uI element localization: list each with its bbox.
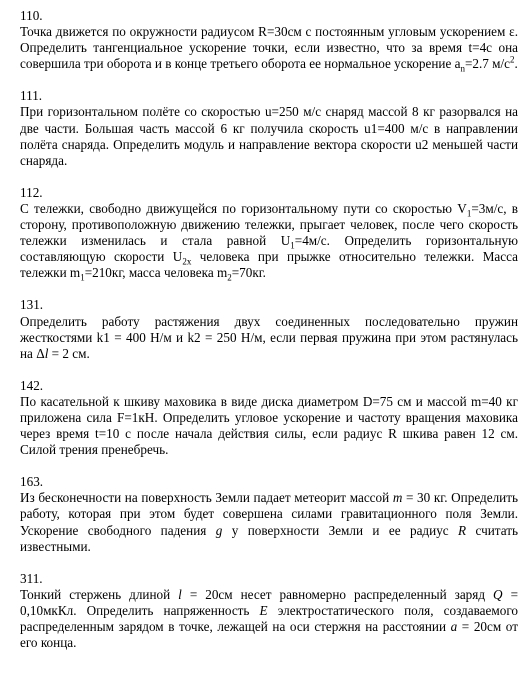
problem-number: 163. xyxy=(20,474,44,490)
problem-number: 311. xyxy=(20,570,43,586)
problem-text: Точка движется по окружности радиусом R=30см с постоянным угловым ускорением ε. Определить тангенциальное ускорение точки, если известно, что за время t=4с она совершила три оборота и в конце третьего оборота ее нормальное ускорение $a_n=2.7$ $м/с^2$. xyxy=(20,24,518,74)
problem-112 xyxy=(20,185,518,282)
problem-142 xyxy=(20,378,518,458)
problem-text: По касательной к шкиву маховика в виде диска диаметром D=75 см и массой m=40 кг приложена сила F=1кН. Определить угловое ускорение и частоту вращения маховика через время t=10 с после начала действия силы, если радиус R шкива равен 12 см. Силой трения пренебречь. xyxy=(20,393,518,458)
problem-111 xyxy=(20,88,518,168)
problem-number: 142. xyxy=(20,377,44,393)
problem-131 xyxy=(20,297,518,361)
problem-text: Тонкий стержень длиной l = 20см несет равномерно распределенный заряд Q = 0,10мкКл. Определить напряженность E электростатического поля, создаваемого распределенным зарядом в точке, лежащей на оси стержня на расстоянии a = 20см от его конца. xyxy=(20,586,518,651)
problem-311 xyxy=(20,571,518,651)
problem-163 xyxy=(20,474,518,554)
problem-text: Из бесконечности на поверхность Земли падает метеорит массой m = 30 кг. Определить работу, которая при этом будет совершена силами гравитационного поля Земли. Ускорение свободного падения g у поверхности Земли и ее радиус R считать известными. xyxy=(20,490,518,554)
problem-text: Определить работу растяжения двух соединенных последовательно пружин жесткостями k1 = 400 Н/м и k2 = 250 Н/м, если первая пружина при этом растянулась на Δl = 2 см. xyxy=(20,313,518,361)
problem-number: 111. xyxy=(20,88,43,104)
problem-number: 131. xyxy=(20,297,44,313)
problem-text: С тележки, свободно движущейся по горизонтальному пути со скоростью $V_1=3м/с$, в сторону, противоположную движению тележки, прыгает человек, после чего скорость тележки изменилась и стала равной $U_1=4м/с$. Определить горизонтальную составляющую скорости $U_{2x}$ человека при прыжке относительно тележки. Масса тележки $m_1=210кг$, масса человека $m_2=70кг$. xyxy=(20,200,519,283)
problem-110 xyxy=(20,8,518,72)
problem-number: 110. xyxy=(20,8,43,23)
problem-number: 112. xyxy=(20,184,43,200)
problem-text: При горизонтальном полёте со скоростью u=250 м/с снаряд массой 8 кг разорвался на две части. Большая часть массой 6 кг получила скорость u1=400 м/с в направлении полёта снаряда. Определить модуль и направление вектора скорости u2 меньшей части снаряда. xyxy=(20,104,518,168)
